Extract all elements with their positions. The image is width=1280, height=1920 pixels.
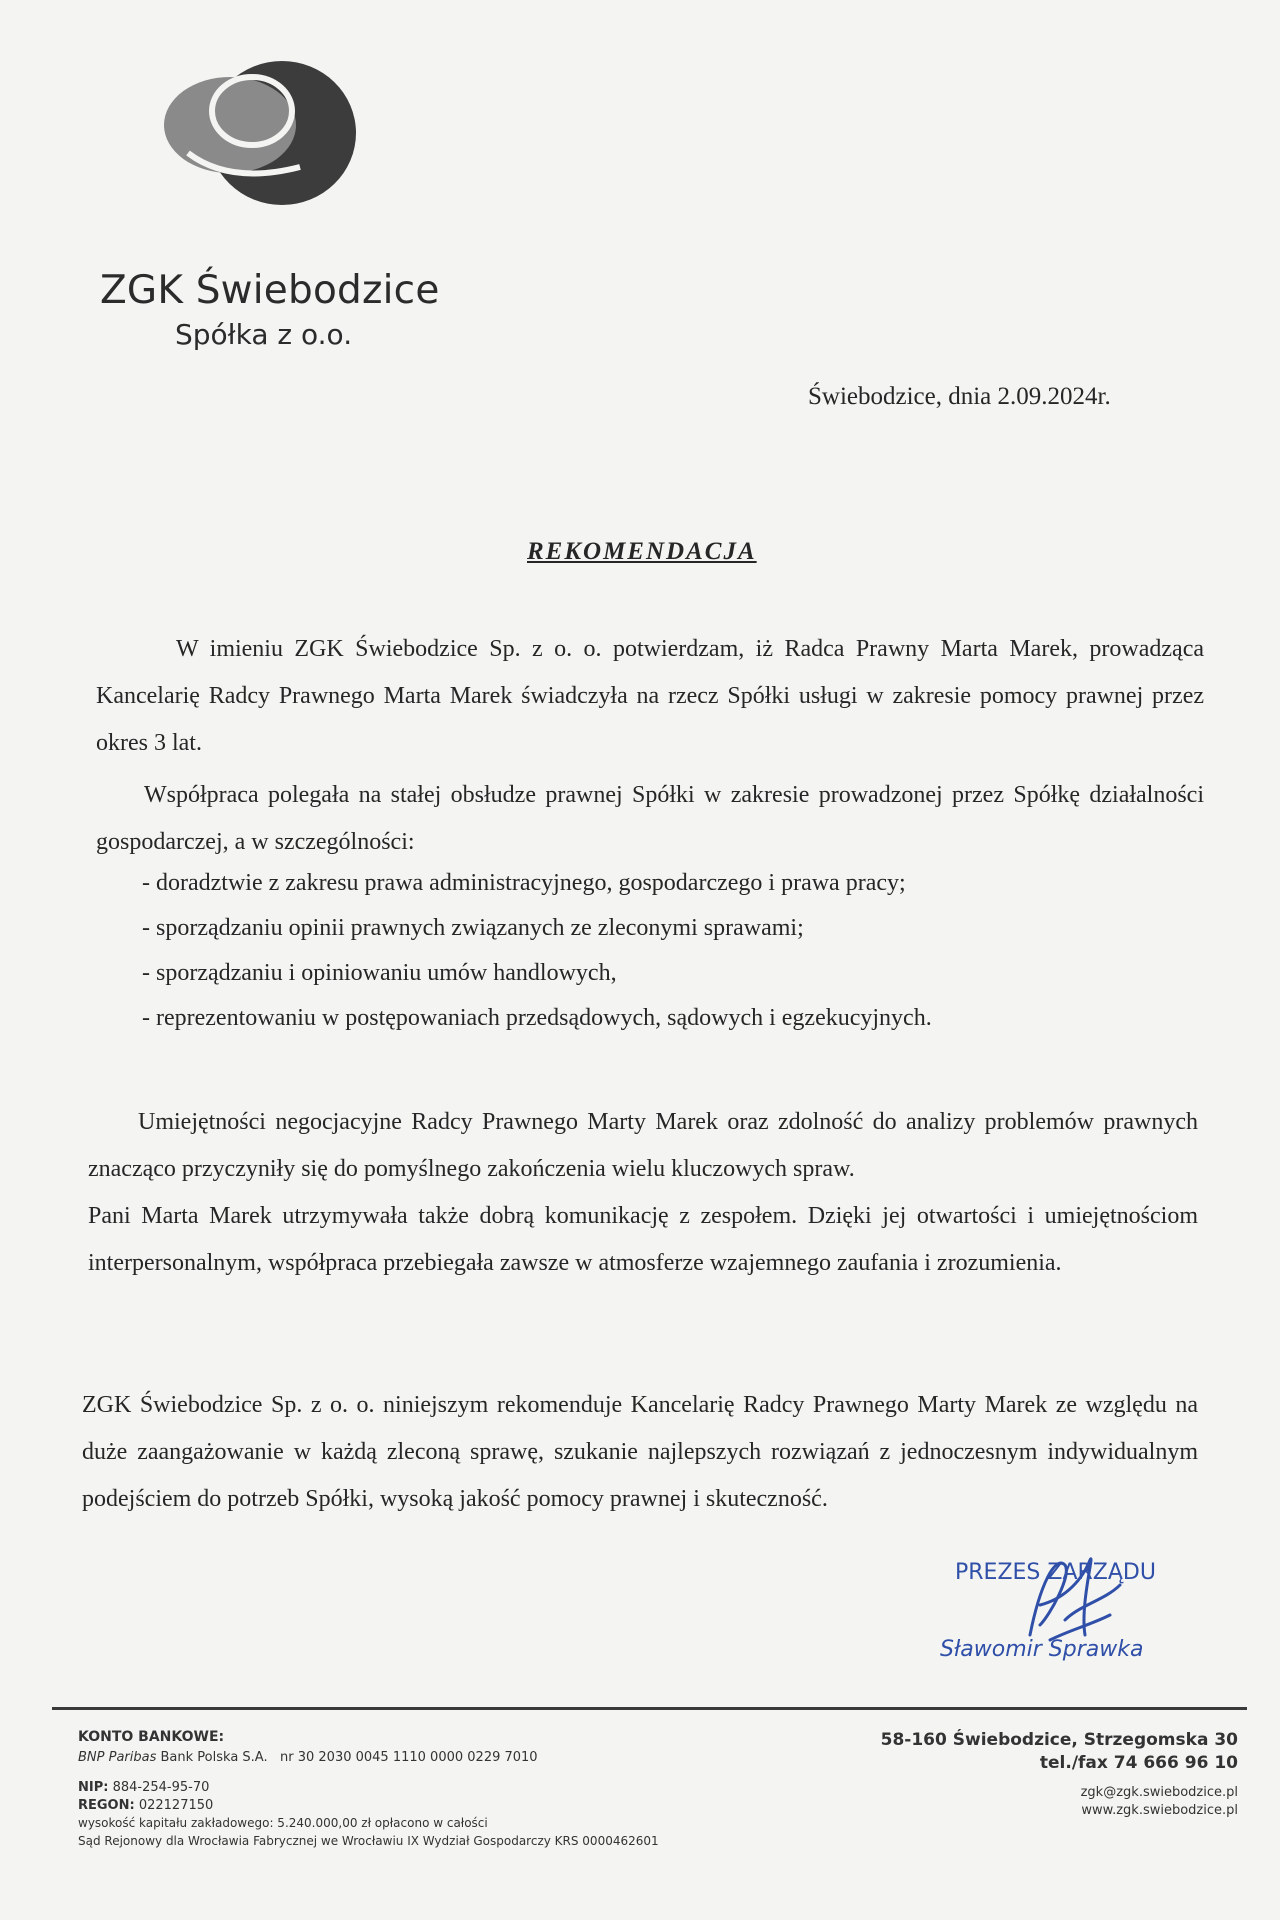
footer-email: zgk@zgk.swiebodzice.pl xyxy=(1080,1785,1238,1800)
company-form: Spółka z o.o. xyxy=(175,318,353,351)
footer-regon xyxy=(78,1798,213,1813)
paragraph-scope: Współpraca polegała na stałej obsłudze prawnej Spółki w zakresie prowadzonej przez Spółkę działalności gospodarczej, a w szczególności: xyxy=(96,782,1204,855)
footer-nip xyxy=(78,1780,209,1795)
paragraph-intro: W imieniu ZGK Świebodzice Sp. z o. o. potwierdzam, iż Radca Prawny Marta Marek, prowadząca Kancelarię Radcy Prawnego Marta Marek świadczyła na rzecz Spółki usługi w zakresie pomocy prawnej przez okres 3 lat. xyxy=(96,636,1204,756)
footer-bank-name-italic: BNP Paribas xyxy=(78,1750,157,1765)
footer-bank-account: nr 30 2030 0045 1110 0000 0229 7010 xyxy=(280,1750,538,1765)
signature-role: PREZES ZARZĄDU xyxy=(955,1560,1156,1585)
paragraph-recommendation: ZGK Świebodzice Sp. z o. o. niniejszym rekomenduje Kancelarię Radcy Prawnego Marty Marek ze względu na duże zaangażowanie w każdą zleconą sprawę, szukanie najlepszych rozwiązań z jednoczesnym indywidualnym podejściem do potrzeb Spółki, wysoką jakość pomocy prawnej i skuteczność. xyxy=(82,1392,1198,1512)
footer-bank-heading: KONTO BANKOWE: xyxy=(78,1729,225,1745)
footer-capital: wysokość kapitału zakładowego: 5.240.000,00 zł opłacono w całości xyxy=(78,1816,488,1830)
company-logo-icon xyxy=(160,55,370,225)
list-item: - sporządzaniu i opiniowaniu umów handlowych, xyxy=(142,960,617,986)
footer-bank-details xyxy=(78,1750,538,1765)
footer-court-registry: Sąd Rejonowy dla Wrocławia Fabrycznej we Wrocławiu IX Wydział Gospodarczy KRS 0000462601 xyxy=(78,1834,659,1848)
list-item: - reprezentowaniu w postępowaniach przedsądowych, sądowych i egzekucyjnych. xyxy=(142,1005,932,1031)
footer-nip-label: NIP: xyxy=(78,1780,109,1795)
signature-name: Sławomir Sprawka xyxy=(940,1637,1144,1662)
company-name: ZGK Świebodzice xyxy=(100,268,440,313)
footer-address: 58-160 Świebodzice, Strzegomska 30 xyxy=(880,1730,1238,1750)
footer-regon-value: 022127150 xyxy=(138,1798,214,1813)
paragraph-communication: Pani Marta Marek utrzymywała także dobrą komunikację z zespołem. Dzięki jej otwartości i umiejętnościom interpersonalnym, współpraca przebiegała zawsze w atmosferze wzajemnego zaufania i zrozumienia. xyxy=(88,1203,1198,1276)
letter-date: Świebodzice, dnia 2.09.2024r. xyxy=(808,383,1111,410)
list-item: - sporządzaniu opinii prawnych związanych ze zleconymi sprawami; xyxy=(142,915,804,941)
handwritten-signature-icon xyxy=(1010,1545,1130,1655)
services-list xyxy=(142,861,932,1041)
footer-nip-value: 884-254-95-70 xyxy=(112,1780,210,1795)
footer-telfax: tel./fax 74 666 96 10 xyxy=(1039,1753,1238,1773)
footer-divider xyxy=(52,1707,1247,1710)
footer-website: www.zgk.swiebodzice.pl xyxy=(1081,1803,1238,1818)
footer-regon-label: REGON: xyxy=(78,1798,135,1813)
footer-bank-name: Bank Polska S.A. xyxy=(160,1750,268,1765)
paragraph-skills: Umiejętności negocjacyjne Radcy Prawnego Marty Marek oraz zdolność do analizy problemów prawnych znacząco przyczyniły się do pomyślnego zakończenia wielu kluczowych spraw. xyxy=(88,1109,1198,1182)
letter-title: REKOMENDACJA xyxy=(527,538,757,565)
list-item: - doradztwie z zakresu prawa administracyjnego, gospodarczego i prawa pracy; xyxy=(142,870,906,896)
